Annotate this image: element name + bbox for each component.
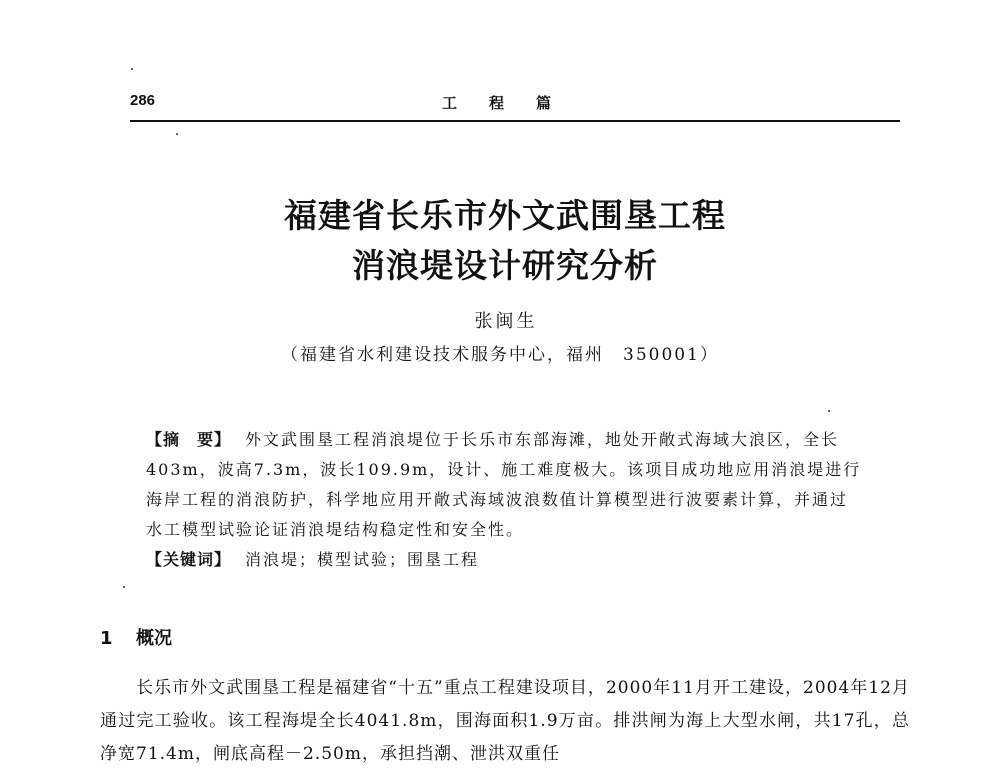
body-paragraph: 长乐市外文武围垦工程是福建省“十五”重点工程建设项目，2000年11月开工建设，2004年12月通过完工验收。该工程海堤全长4041.8m，围海面积1.9万亩。排洪闸为海上大型水闸，共17孔，总净宽71.4m，闸底高程－2.50m，承担挡潮、泄洪双重任 [100,678,910,764]
scan-speck [131,68,133,70]
scan-speck [176,133,178,135]
keywords-label: 【关键词】 [146,550,232,569]
article-title-line-2: 消浪堤设计研究分析 [352,246,658,285]
keywords-text: 消浪堤；模型试验；围垦工程 [245,550,480,569]
article-title-line-1: 福建省长乐市外文武围垦工程 [284,196,726,235]
author-affiliation: （福建省水利建设技术服务中心，福州 350001） [281,345,719,365]
scan-speck [828,410,830,412]
scan-speck [123,586,125,588]
keywords-block [146,547,479,570]
running-header-section: 工程篇 [442,94,584,112]
page-number: 286 [130,92,156,109]
section-title: 概况 [136,628,172,649]
running-header [130,92,900,118]
abstract-label: 【摘 要】 [146,430,232,449]
header-rule [130,120,900,122]
abstract-block [146,425,862,545]
abstract-text: 外文武围垦工程消浪堤位于长乐市东部海滩，地处开敞式海域大浪区，全长403m，波高7.3m，波长109.9m，设计、施工难度极大。该项目成功地应用消浪堤进行海岸工程的消浪防护，科学地应用开敞式海域波浪数值计算模型进行波要素计算，并通过水工模型试验论证消浪堤结构稳定性和安全性。 [146,430,862,539]
section-number: 1 [100,628,113,649]
article-author: 张闽生 [474,311,538,332]
section-heading [100,624,172,650]
